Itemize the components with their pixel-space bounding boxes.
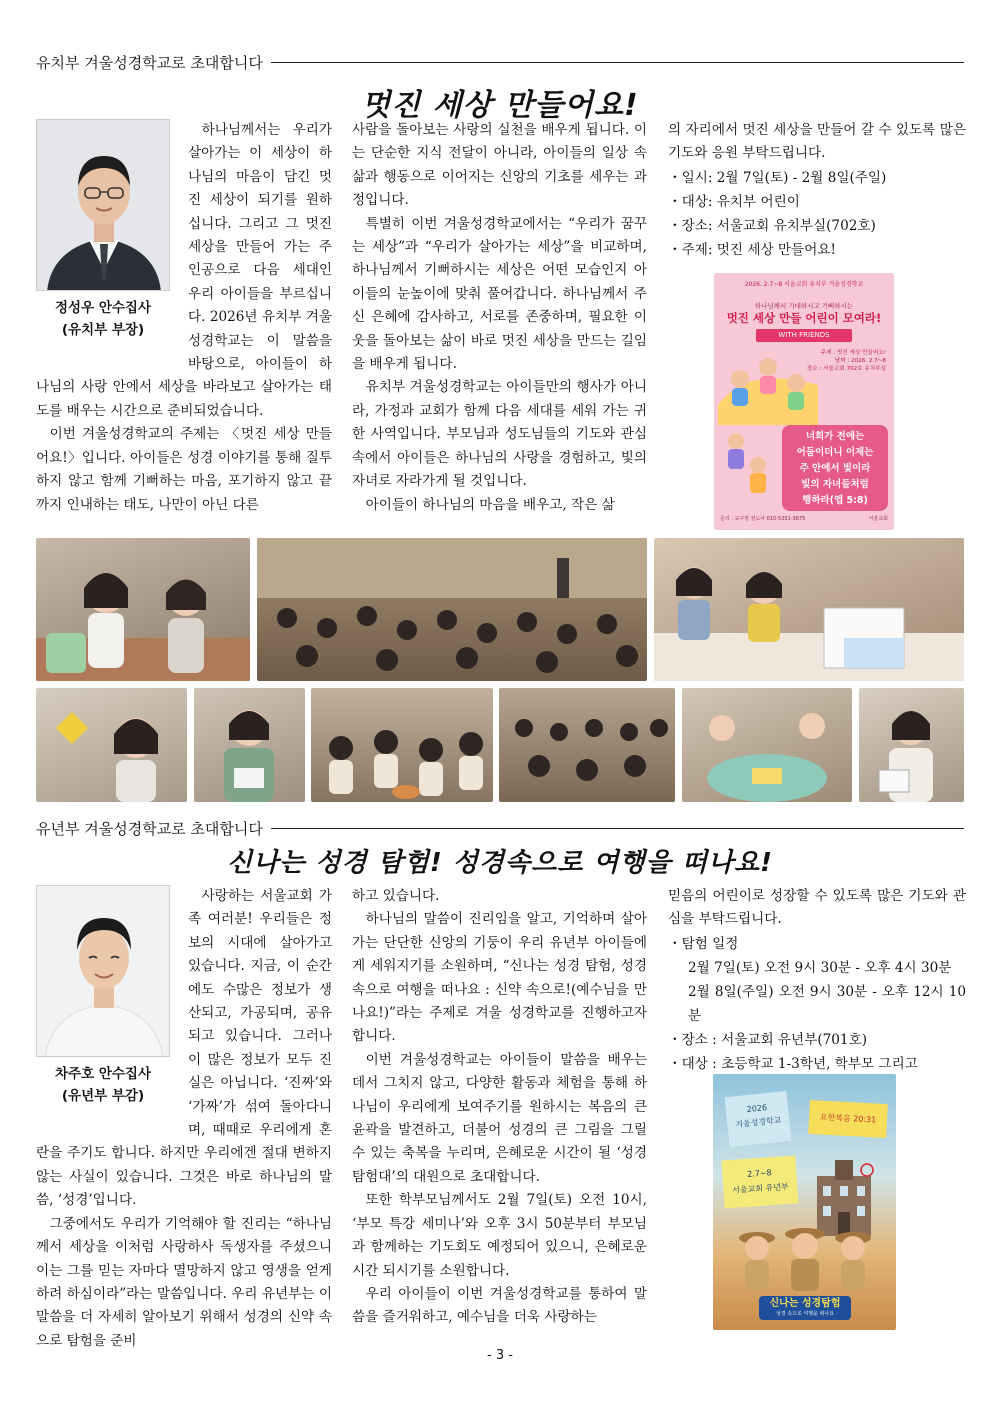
kinder-headline: 멋진 세상 만들어요!	[361, 88, 639, 123]
youth-column-1	[36, 885, 332, 1353]
kinder-poster-small: 하나님께서 기대하시고 기뻐하시는	[754, 302, 854, 310]
youth-portrait-block	[36, 885, 178, 1121]
youth-col2-paragraph-2: 하나님의 말씀이 진리임을 알고, 기억하며 살아가는 단단한 신앙의 기둥이 우리 유년부 아이들에게 세워지기를 소원하며, “신나는 성경 탐험, 성경 속으로 여행을 떠나요 : 신약 속으로!(예수님을 만나요!)”라는 주제로 겨울 성경학교를 진행하고자 합니다.	[352, 911, 647, 1045]
youth-poster-note-3	[721, 1155, 798, 1208]
youth-headline: 신나는 성경 탐험! 성경속으로 여행을 떠나요!	[226, 848, 774, 878]
kinder-poster-verse-box	[782, 425, 888, 511]
youth-column-3	[668, 885, 966, 1100]
child-photo-icon	[36, 688, 187, 802]
kinder-poster	[714, 273, 894, 530]
note1-year: 2026	[746, 1103, 768, 1115]
youth-info-schedule-day1: 2월 7일(토) 오전 9시 30분 - 오후 4시 30분	[688, 959, 952, 976]
kinder-col1-paragraph-1: 하나님께서는 우리가 살아가는 이 세상이 하나님의 마음이 담긴 멋진 세상이 되기를 원하십니다. 그리고 그 멋진 세상을 만들어 가는 주인공으로 다음 세대인 우리 아이들을 부르십니다. 2026년 유치부 겨울성경학교는 이 말씀을 바탕으로, 아이들이 하나님의 사랑 안에서 세상을 바라보고 살아가는 태도를 배우는 시간으로 준비되었습니다.	[36, 122, 332, 419]
kinder-col2-paragraph-2: 특별히 이번 겨울성경학교에서는 “우리가 꿈꾸는 세상”과 “우리가 살아가는 세상”을 비교하며, 하나님께서 기뻐하시는 세상은 어떤 모습인지 아이들의 눈높이에 맞춰 풀어갑니다. 하나님께서 주신 은혜에 감사하고, 서로를 존중하며, 필요한 이웃을 돌아보는 삶이 바로 멋진 세상을 만드는 길임을 배우게 됩니다.	[352, 215, 647, 373]
youth-info-schedule-day2: 2월 8일(주일) 오전 9시 30분 - 오후 12시 10분	[688, 983, 966, 1024]
youth-portrait-photo	[36, 885, 170, 1057]
kinder-poster-info-1: 주제 : 멋진 세상 만들어요!	[820, 350, 886, 356]
kinder-column-2	[352, 119, 647, 517]
photo-children-sitting	[311, 688, 493, 802]
kinder-info-place: ・장소: 서울교회 유치부실(702호)	[668, 217, 876, 234]
poster-banner-title: 신나는 성경탐험	[769, 1298, 841, 1309]
photo-child-reading	[194, 688, 305, 802]
note1-title: 겨울성경학교	[734, 1115, 782, 1130]
kinder-poster-info-3: 장소 : 서울교회 702호 유치부실	[806, 366, 886, 372]
kinder-caption	[36, 297, 170, 341]
sitting-photo-icon	[311, 688, 493, 802]
youth-info-schedule: ・탐험 일정	[668, 935, 739, 952]
kinder-col1-paragraph-2: 이번 겨울성경학교의 주제는 〈멋진 세상 만들어요!〉입니다. 아이들은 성경 이야기를 통해 질투하지 않고 함께 기뻐하는 마음, 포기하지 않고 끝까지 인내하는 태도, 나만이 아닌 다른	[36, 426, 332, 513]
verse-line-1: 너희가 전에는	[805, 431, 865, 442]
youth-col2-paragraph-4: 또한 학부모님께서도 2월 7일(토) 오전 10시, ‘부모 특강 세미나’와 오후 3시 50분부터 부모님과 함께하는 기도회도 예정되어 있으니, 은혜로운 시간 되시기를 소원합니다.	[352, 1192, 647, 1279]
reading-photo-icon	[194, 688, 305, 802]
kinder-poster-ribbon: WITH FRIENDS	[756, 329, 852, 342]
section-divider	[271, 828, 964, 829]
photo-children-gathering	[257, 538, 647, 681]
kinder-col2-paragraph-1: 사람을 돌아보는 사랑의 실천을 배우게 됩니다. 이는 단순한 지식 전달이 아니라, 아이들의 일상 속 삶과 행동으로 이어지는 신앙의 기초를 세우는 과정입니다.	[352, 122, 647, 209]
verse-line-2: 어둠이더니 이제는	[796, 447, 874, 458]
kinder-poster-top: 2026. 2.7~8 서울교회 유치부 겨울성경학교	[744, 281, 864, 288]
children-photo-icon	[36, 538, 250, 681]
photo-children-crafts	[654, 538, 964, 681]
youth-poster-banner	[759, 1296, 851, 1320]
table-photo-icon	[682, 688, 852, 802]
person-portrait-icon	[37, 886, 170, 1057]
youth-info-target: ・대상 : 초등학교 1-3학년, 학부모 그리고	[668, 1055, 918, 1072]
kinder-poster-title: 멋진 세상 만들 어린이 모여라!	[726, 311, 882, 325]
youth-poster	[713, 1074, 896, 1330]
kinder-caption-name: 정성우 안수집사	[55, 300, 151, 316]
verse-line-3: 주 안에서 빛이라	[799, 463, 871, 474]
kinder-caption-role: (유치부 부장)	[61, 322, 145, 338]
card-photo-icon	[859, 688, 964, 802]
youth-caption	[36, 1063, 170, 1107]
verse-line-4: 빛의 자녀들처럼	[801, 479, 869, 490]
person-portrait-icon	[37, 120, 170, 291]
kinder-poster-verse	[782, 425, 888, 509]
kinder-poster-contact: 문의 : 교구장 전도사 010-5251-3675	[720, 516, 806, 522]
youth-column-2	[352, 885, 647, 1330]
kinder-section-header	[36, 52, 964, 73]
youth-col3-paragraph-1: 믿음의 어린이로 성장할 수 있도록 많은 기도와 관심을 부탁드립니다.	[668, 888, 966, 928]
note3-church: 서울교회 유년부	[731, 1182, 790, 1195]
kinder-section-title: 유치부 겨울성경학교로 초대합니다	[36, 54, 263, 72]
youth-section-header	[36, 818, 964, 839]
kinder-portrait-block	[36, 119, 178, 355]
youth-col2-paragraph-1: 하고 있습니다.	[352, 888, 440, 904]
youth-caption-name: 차주호 안수집사	[55, 1066, 151, 1082]
kinder-info-target: ・대상: 유치부 어린이	[668, 193, 800, 210]
youth-caption-role: (유년부 부감)	[61, 1088, 145, 1104]
youth-poster-note-1	[725, 1091, 792, 1147]
photo-children-table	[682, 688, 852, 802]
kids-group-icon	[722, 425, 782, 505]
kinder-info-date: ・일시: 2월 7일(토) - 2월 8일(주일)	[668, 169, 887, 186]
youth-section-title: 유년부 겨울성경학교로 초대합니다	[36, 820, 263, 838]
kinder-column-3	[668, 119, 966, 262]
crowd-photo-icon	[257, 538, 647, 681]
kids-illustration-icon	[718, 345, 818, 425]
crafts-photo-icon	[654, 538, 964, 681]
youth-info-place: ・장소 : 서울교회 유년부(701호)	[668, 1031, 868, 1048]
youth-col1-paragraph-2: 그중에서도 우리가 기억해야 할 진리는 “하나님께서 세상을 이처럼 사랑하사 독생자를 주셨으니 이는 그를 믿는 자마다 멸망하지 않고 영생을 얻게 하려 하심이라”라는 말씀입니다. 우리 유년부는 이 말씀을 더 자세히 알아보기 위해서 성경의 신약 속으로 탐험을 준비	[36, 1215, 332, 1349]
explorer-kids-icon	[727, 1224, 883, 1294]
rows-photo-icon	[499, 688, 675, 802]
kinder-col3-paragraph-1: 의 자리에서 멋진 세상을 만들어 갈 수 있도록 많은 기도와 응원 부탁드립니다.	[668, 122, 966, 162]
photo-child-hands	[36, 688, 187, 802]
youth-col2-paragraph-3: 이번 겨울성경학교는 아이들이 말씀을 배우는 데서 그치지 않고, 다양한 활동과 체험을 통해 하나님이 우리에게 보여주기를 원하시는 복음의 큰 윤곽을 발견하고, 더불어 성경의 큰 그림을 그릴 수 있는 축복을 누리며, 은혜로운 시간이 될 ‘성경 탐험대’의 대원으로 초대합니다.	[352, 1051, 647, 1185]
youth-col2-paragraph-5: 우리 아이들이 이번 겨울성경학교를 통하여 말씀을 즐거워하고, 예수님을 더욱 사랑하는	[352, 1285, 647, 1326]
kinder-poster-info-2: 날짜 : 2026. 2.7~8	[834, 358, 886, 364]
photo-child-card	[859, 688, 964, 802]
kinder-poster-info	[806, 349, 886, 373]
poster-banner-subtitle: 성경 속으로 여행을 떠나요	[776, 1311, 834, 1317]
kinder-column-1	[36, 119, 332, 517]
kinder-col2-paragraph-3: 유치부 겨울성경학교는 아이들만의 행사가 아니라, 가정과 교회가 함께 다음 세대를 세워 가는 귀한 사역입니다. 부모님과 성도님들의 기도와 관심 속에서 아이들은 하나님의 사랑을 경험하고, 빛의 자녀로 자라가게 될 것입니다.	[352, 379, 647, 490]
kinder-portrait-photo	[36, 119, 170, 291]
kinder-info-list	[668, 166, 966, 262]
photo-children-rows	[499, 688, 675, 802]
note3-date: 2.7~8	[746, 1168, 772, 1179]
youth-poster-note-2: 요한복음 20:31	[808, 1100, 888, 1138]
youth-col1-paragraph-1: 사랑하는 서울교회 가족 여러분! 우리들은 정보의 시대에 살아가고 있습니다. 지금, 이 순간에도 수많은 정보가 생산되고, 가공되며, 공유되고 있습니다. 그러나 이 많은 정보가 모두 진실은 아닙니다. ‘진짜’와 ‘가짜’가 섞여 돌아다니며, 때때로 우리에게 혼란을 주기도 합니다. 하지만 우리에겐 절대 변하지 않는 사실이 있습니다. 그것은 바로 하나님의 말씀, ‘성경’입니다.	[36, 888, 332, 1209]
kinder-info-theme: ・주제: 멋진 세상 만들어요!	[668, 241, 836, 258]
kinder-col2-paragraph-4: 아이들이 하나님의 마음을 배우고, 작은 삶	[365, 496, 615, 513]
photo-children-gifts	[36, 538, 250, 681]
section-divider	[271, 62, 964, 63]
verse-line-5: 행하라(엡 5:8)	[802, 495, 868, 506]
page-number: - 3 -	[487, 1348, 513, 1363]
kinder-poster-logo: 서울교회	[868, 516, 888, 522]
